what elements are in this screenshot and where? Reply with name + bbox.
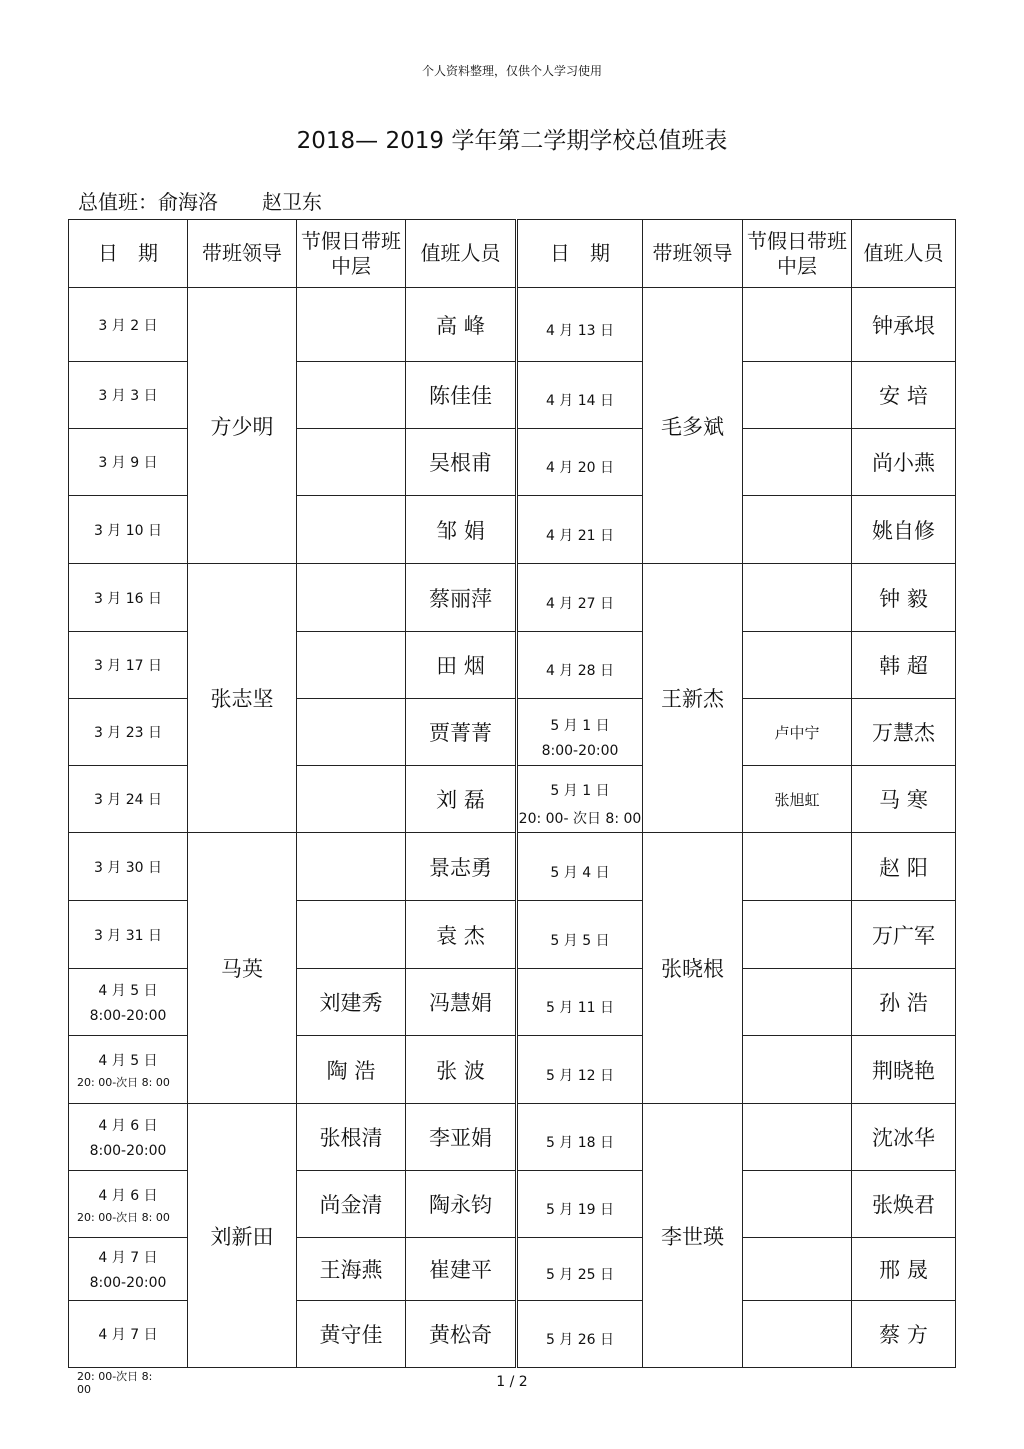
col-header-leader-right: 带班领导 [643, 220, 743, 288]
date-text: 4 月 28 日 [545, 663, 615, 679]
date-cell [69, 901, 188, 969]
date-text: 4 月 5 日 [98, 1053, 158, 1069]
col-header-mid: 节假日带班中层 [297, 220, 406, 288]
mid-cell [297, 833, 406, 901]
date-cell [517, 1104, 643, 1171]
leader-cell: 马英 [188, 833, 297, 1104]
date-cell [69, 1301, 188, 1368]
date-text: 4 月 27 日 [545, 595, 615, 612]
staff-cell: 崔建平 [406, 1238, 517, 1301]
staff-cell: 赵 阳 [852, 833, 956, 901]
staff-cell: 贾菁菁 [406, 699, 517, 766]
date-text: 3 月 17 日 [93, 658, 163, 674]
mid-cell [743, 1104, 852, 1171]
staff-cell: 陈佳佳 [406, 362, 517, 429]
mid-cell: 陶 浩 [297, 1036, 406, 1104]
date-cell [517, 833, 643, 901]
mid-cell: 黄守佳 [297, 1301, 406, 1368]
date-cell [69, 429, 188, 496]
col-header-staff: 值班人员 [406, 220, 517, 288]
time-text: 8:00-20:00 [89, 1275, 167, 1291]
mid-cell [297, 901, 406, 969]
mid-cell: 王海燕 [297, 1238, 406, 1301]
mid-cell [743, 1171, 852, 1238]
leader-cell: 刘新田 [188, 1104, 297, 1368]
date-cell [517, 1301, 643, 1368]
date-text: 5 月 4 日 [550, 864, 610, 881]
mid-cell [297, 362, 406, 429]
date-cell [69, 496, 188, 564]
header-note: 个人资料整理，仅供个人学习使用 [421, 64, 602, 78]
date-text: 3 月 16 日 [93, 590, 163, 607]
date-text: 3 月 24 日 [93, 792, 163, 808]
staff-cell: 荆晓艳 [852, 1036, 956, 1104]
staff-cell: 孙 浩 [852, 969, 956, 1036]
duty-roster-table [68, 219, 956, 1368]
mid-cell [297, 496, 406, 564]
table-row [69, 564, 956, 632]
date-cell [69, 632, 188, 699]
date-cell [517, 1171, 643, 1238]
date-text: 5 月 18 日 [545, 1135, 615, 1151]
date-text: 5 月 12 日 [545, 1067, 615, 1084]
col-header-date: 日 期 [69, 220, 188, 288]
mid-cell [743, 1036, 852, 1104]
date-text: 4 月 6 日 [98, 1118, 158, 1134]
staff-cell: 安 培 [852, 362, 956, 429]
mid-cell [743, 362, 852, 429]
mid-cell: 刘建秀 [297, 969, 406, 1036]
staff-cell: 李亚娟 [406, 1104, 517, 1171]
date-text: 4 月 6 日 [98, 1187, 158, 1204]
date-cell [517, 901, 643, 969]
date-text: 5 月 25 日 [545, 1267, 615, 1283]
date-text: 4 月 5 日 [98, 983, 158, 999]
leader-cell: 王新杰 [643, 564, 743, 833]
header-row [69, 220, 956, 288]
mid-cell: 卢中宁 [743, 699, 852, 766]
staff-cell: 沈冰华 [852, 1104, 956, 1171]
date-text: 3 月 30 日 [93, 859, 163, 876]
date-text: 4 月 7 日 [98, 1250, 158, 1266]
staff-cell: 钟 毅 [852, 564, 956, 632]
mid-cell: 尚金清 [297, 1171, 406, 1238]
tail-note: 20: 00-次日 8: 00 [77, 1370, 153, 1396]
date-cell [69, 564, 188, 632]
time-text: 8:00-20:00 [89, 1143, 167, 1159]
mid-cell [743, 1238, 852, 1301]
date-cell [517, 362, 643, 429]
mid-cell [297, 766, 406, 833]
col-header-staff-right: 值班人员 [852, 220, 956, 288]
staff-cell: 袁 杰 [406, 901, 517, 969]
date-cell [517, 632, 643, 699]
table-row [69, 833, 956, 901]
staff-cell: 高 峰 [406, 288, 517, 362]
leader-cell: 张晓根 [643, 833, 743, 1104]
time-text: 20: 00- 次日 8: 00 [518, 811, 642, 827]
date-text: 4 月 14 日 [545, 393, 615, 409]
date-text: 4 月 13 日 [545, 322, 615, 339]
date-cell [69, 699, 188, 766]
col-header-mid-right: 节假日带班中层 [743, 220, 852, 288]
staff-cell: 张 波 [406, 1036, 517, 1104]
staff-cell: 冯慧娟 [406, 969, 517, 1036]
mid-cell [743, 901, 852, 969]
time-text: 20: 00-次日 8: 00 [77, 1076, 170, 1089]
mid-cell [743, 429, 852, 496]
date-text: 5 月 1 日 [550, 783, 610, 799]
date-text: 5 月 1 日 [550, 718, 610, 734]
staff-cell: 吴根甫 [406, 429, 517, 496]
duty-chief [78, 186, 322, 215]
date-cell [69, 1238, 188, 1301]
duty-chief-second: 赵卫东 [262, 190, 322, 214]
mid-cell [743, 288, 852, 362]
staff-cell: 蔡 方 [852, 1301, 956, 1368]
mid-cell [297, 429, 406, 496]
date-cell [69, 1036, 188, 1104]
leader-cell: 李世瑛 [643, 1104, 743, 1368]
leader-cell: 方少明 [188, 288, 297, 564]
staff-cell: 陶永钧 [406, 1171, 517, 1238]
mid-cell [297, 699, 406, 766]
page-title: 2018— 2019 学年第二学期学校总值班表 [296, 128, 728, 154]
date-text: 4 月 20 日 [545, 460, 615, 476]
date-text: 5 月 5 日 [550, 932, 610, 949]
mid-cell [743, 1301, 852, 1368]
mid-cell [743, 833, 852, 901]
date-cell [69, 969, 188, 1036]
date-text: 4 月 7 日 [98, 1327, 158, 1343]
col-header-date-right: 日 期 [517, 220, 643, 288]
staff-cell: 张焕君 [852, 1171, 956, 1238]
date-text: 3 月 3 日 [98, 388, 158, 404]
date-cell [517, 496, 643, 564]
mid-cell [297, 288, 406, 362]
date-cell [517, 699, 643, 766]
table-row [69, 288, 956, 362]
date-text: 5 月 11 日 [545, 1000, 615, 1016]
date-text: 3 月 2 日 [98, 317, 158, 334]
mid-cell [743, 564, 852, 632]
staff-cell: 万广军 [852, 901, 956, 969]
date-cell [69, 288, 188, 362]
staff-cell: 景志勇 [406, 833, 517, 901]
time-text: 8:00-20:00 [541, 743, 619, 759]
staff-cell: 田 烟 [406, 632, 517, 699]
staff-cell: 钟承垠 [852, 288, 956, 362]
staff-cell: 万慧杰 [852, 699, 956, 766]
staff-cell: 韩 超 [852, 632, 956, 699]
leader-cell: 毛多斌 [643, 288, 743, 564]
staff-cell: 刘 磊 [406, 766, 517, 833]
date-cell [517, 1036, 643, 1104]
date-cell [517, 766, 643, 833]
staff-cell: 黄松奇 [406, 1301, 517, 1368]
mid-cell [743, 632, 852, 699]
date-text: 3 月 23 日 [93, 725, 163, 741]
date-cell [69, 833, 188, 901]
date-text: 3 月 9 日 [98, 455, 158, 471]
staff-cell: 邹 娟 [406, 496, 517, 564]
mid-cell [297, 564, 406, 632]
staff-cell: 蔡丽萍 [406, 564, 517, 632]
date-text: 3 月 10 日 [93, 522, 163, 539]
date-text: 5 月 26 日 [545, 1332, 615, 1348]
time-text: 20: 00-次日 8: 00 [77, 1210, 170, 1224]
staff-cell: 尚小燕 [852, 429, 956, 496]
mid-cell: 张旭虹 [743, 766, 852, 833]
col-header-leader: 带班领导 [188, 220, 297, 288]
date-cell [517, 564, 643, 632]
date-text: 3 月 31 日 [93, 927, 163, 944]
staff-cell: 姚自修 [852, 496, 956, 564]
date-text: 4 月 21 日 [545, 527, 615, 544]
leader-cell: 张志坚 [188, 564, 297, 833]
date-cell [517, 429, 643, 496]
time-text: 8:00-20:00 [89, 1008, 167, 1024]
mid-cell [743, 496, 852, 564]
date-cell [517, 969, 643, 1036]
staff-cell: 邢 晟 [852, 1238, 956, 1301]
table-row [69, 1104, 956, 1171]
mid-cell: 张根清 [297, 1104, 406, 1171]
date-cell [517, 1238, 643, 1301]
mid-cell [297, 632, 406, 699]
date-cell [69, 766, 188, 833]
date-text: 5 月 19 日 [545, 1202, 615, 1218]
date-cell [69, 1104, 188, 1171]
page-number: 1 / 2 [496, 1374, 528, 1390]
date-cell [69, 362, 188, 429]
date-cell [69, 1171, 188, 1238]
duty-chief-label: 总值班：俞海洛 [78, 190, 218, 214]
staff-cell: 马 寒 [852, 766, 956, 833]
date-cell [517, 288, 643, 362]
mid-cell [743, 969, 852, 1036]
